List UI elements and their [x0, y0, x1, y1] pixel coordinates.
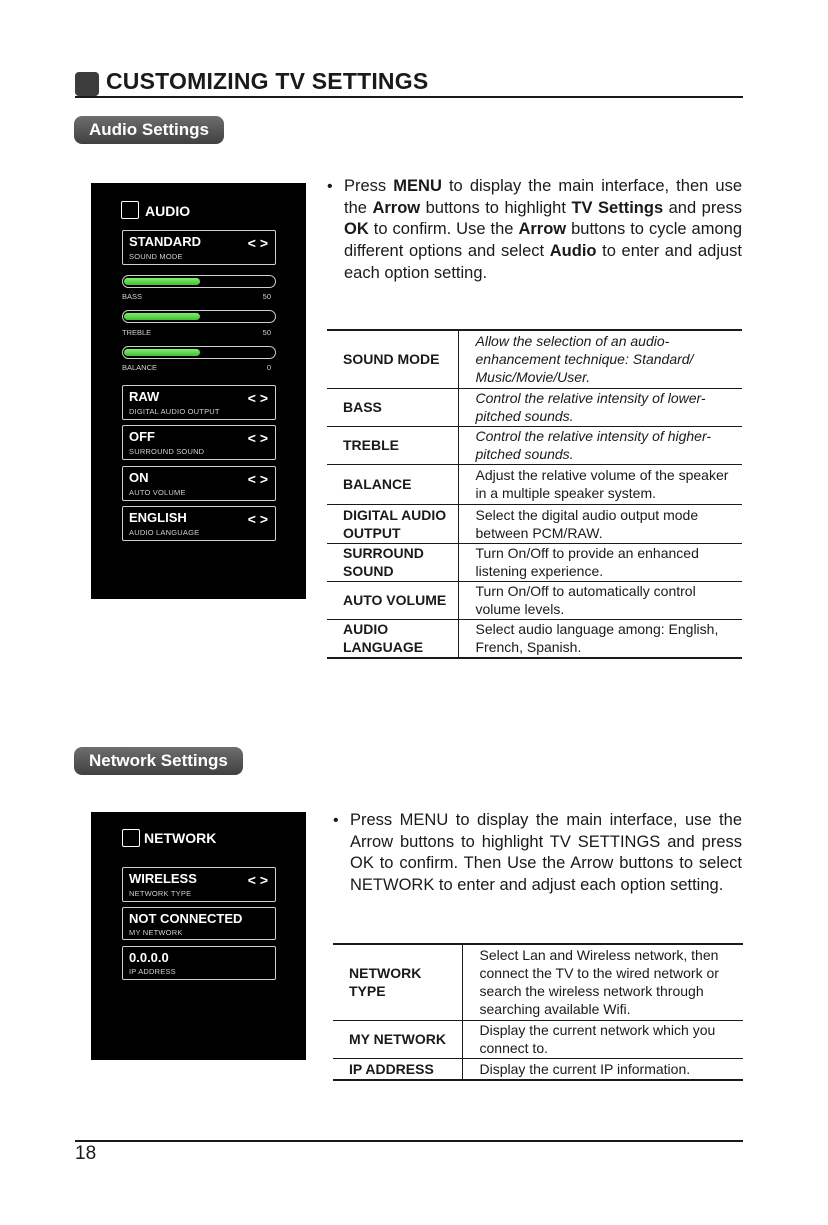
network-menu-title: NETWORK — [144, 830, 217, 846]
table-desc: Select the digital audio output mode between PCM/RAW. — [475, 506, 699, 541]
table-row — [327, 464, 742, 504]
balance-label: BALANCE — [122, 363, 158, 372]
my-network-option[interactable] — [122, 907, 276, 940]
left-right-arrows-icon: < > — [247, 390, 268, 406]
network-bullet: • — [333, 812, 339, 829]
table-row — [327, 388, 742, 426]
option-value: RAW — [129, 389, 160, 404]
bass-slider[interactable] — [122, 275, 276, 288]
option-value: ON — [129, 470, 149, 485]
table-desc: Select audio language among: English, French, Spanish. — [475, 621, 719, 656]
audio-instructions: Press MENU to display the main interface, then use the Arrow buttons to highlight TV Settings and press OK to confirm. Use the Arrow buttons to cycle among different options and select Audio to enter and adjust each option setting. — [344, 177, 743, 282]
audio-language-option[interactable] — [122, 506, 276, 541]
bass-label: BASS — [122, 292, 143, 301]
header-square-icon — [75, 72, 99, 96]
left-right-arrows-icon: < > — [247, 872, 268, 888]
network-menu-screen — [91, 812, 306, 1060]
option-label: MY NETWORK — [129, 928, 183, 937]
table-row — [327, 426, 742, 464]
table-key: AUDIO LANGUAGE — [327, 619, 458, 658]
table-key: DIGITAL AUDIO OUTPUT — [327, 504, 458, 543]
balance-value: 0 — [266, 363, 271, 372]
left-right-arrows-icon: < > — [247, 430, 268, 446]
digital-audio-output-option[interactable] — [122, 385, 276, 420]
footer-rule — [75, 1140, 743, 1142]
auto-volume-option[interactable] — [122, 466, 276, 501]
network-instructions: Press MENU to display the main interface, use the Arrow buttons to highlight TV SETTINGS and press OK to confirm. Then Use the Arrow buttons to select NETWORK to enter and adjust each option setting. — [350, 811, 742, 895]
network-type-option[interactable] — [122, 867, 276, 902]
option-value: OFF — [129, 429, 155, 444]
table-row — [327, 543, 742, 581]
option-label: SURROUND SOUND — [129, 447, 205, 456]
audio-menu-title: AUDIO — [145, 203, 191, 219]
treble-slider-fill — [124, 313, 200, 320]
sound-mode-option[interactable] — [122, 230, 276, 265]
table-key: TREBLE — [327, 426, 458, 464]
table-row — [327, 330, 742, 388]
option-value: STANDARD — [129, 234, 201, 249]
treble-slider[interactable] — [122, 310, 276, 323]
treble-label: TREBLE — [122, 328, 152, 337]
header-rule — [75, 96, 743, 98]
audio-bullet: • — [327, 178, 333, 195]
audio-settings-heading: Audio Settings — [74, 116, 224, 144]
table-key: IP ADDRESS — [333, 1058, 462, 1080]
table-row — [327, 619, 742, 658]
table-desc: Select Lan and Wireless network, then connect the TV to the wired network or search the wireless network through searching available Wifi. — [479, 947, 719, 1018]
table-desc: Display the current IP information. — [479, 1060, 691, 1077]
audio-settings-table — [327, 329, 742, 659]
table-desc: Adjust the relative volume of the speaker in a multiple speaker system. — [475, 467, 729, 501]
table-row — [327, 581, 742, 619]
table-desc: Turn On/Off to provide an enhanced listening experience. — [475, 545, 699, 579]
table-desc: Control the relative intensity of higher-pitched sounds. — [475, 428, 712, 462]
page-number: 18 — [75, 1143, 97, 1164]
option-label: DIGITAL AUDIO OUTPUT — [129, 407, 220, 416]
option-value: 0.0.0.0 — [129, 950, 169, 965]
option-label: AUTO VOLUME — [129, 488, 186, 497]
table-row — [333, 944, 743, 1020]
audio-menu-screen — [91, 183, 306, 599]
left-right-arrows-icon: < > — [247, 471, 268, 487]
table-row — [327, 504, 742, 543]
table-desc: Turn On/Off to automatically control volume levels. — [475, 583, 696, 617]
option-label: AUDIO LANGUAGE — [129, 528, 200, 537]
table-key: BASS — [327, 388, 458, 426]
audio-checkbox-icon — [121, 201, 139, 219]
option-value: ENGLISH — [129, 510, 187, 525]
network-checkbox-icon — [122, 829, 140, 847]
table-row — [333, 1020, 743, 1058]
bass-slider-fill — [124, 278, 200, 285]
network-settings-table — [333, 943, 743, 1081]
balance-slider[interactable] — [122, 346, 276, 359]
table-desc: Allow the selection of an audio-enhancement technique: Standard/ Music/Movie/User. — [475, 333, 694, 386]
left-right-arrows-icon: < > — [247, 235, 268, 251]
table-key: AUTO VOLUME — [327, 581, 458, 619]
table-key: BALANCE — [327, 464, 458, 504]
ip-address-option[interactable] — [122, 946, 276, 980]
table-desc: Display the current network which you connect to. — [479, 1022, 716, 1056]
option-value: WIRELESS — [129, 871, 197, 886]
page-title: CUSTOMIZING TV SETTINGS — [106, 68, 429, 94]
balance-slider-fill — [124, 349, 200, 356]
table-row — [333, 1058, 743, 1080]
table-key: NETWORK TYPE — [333, 944, 462, 1020]
network-settings-heading: Network Settings — [74, 747, 243, 775]
option-label: IP ADDRESS — [129, 967, 176, 976]
option-label: NETWORK TYPE — [129, 889, 192, 898]
table-key: SOUND MODE — [327, 330, 458, 388]
option-value: NOT CONNECTED — [129, 911, 243, 926]
table-desc: Control the relative intensity of lower-pitched sounds. — [475, 390, 706, 424]
bass-value: 50 — [262, 292, 271, 301]
option-label: SOUND MODE — [129, 252, 183, 261]
left-right-arrows-icon: < > — [247, 511, 268, 527]
table-key: SURROUND SOUND — [327, 543, 458, 581]
surround-sound-option[interactable] — [122, 425, 276, 460]
table-key: MY NETWORK — [333, 1020, 462, 1058]
treble-value: 50 — [262, 328, 271, 337]
